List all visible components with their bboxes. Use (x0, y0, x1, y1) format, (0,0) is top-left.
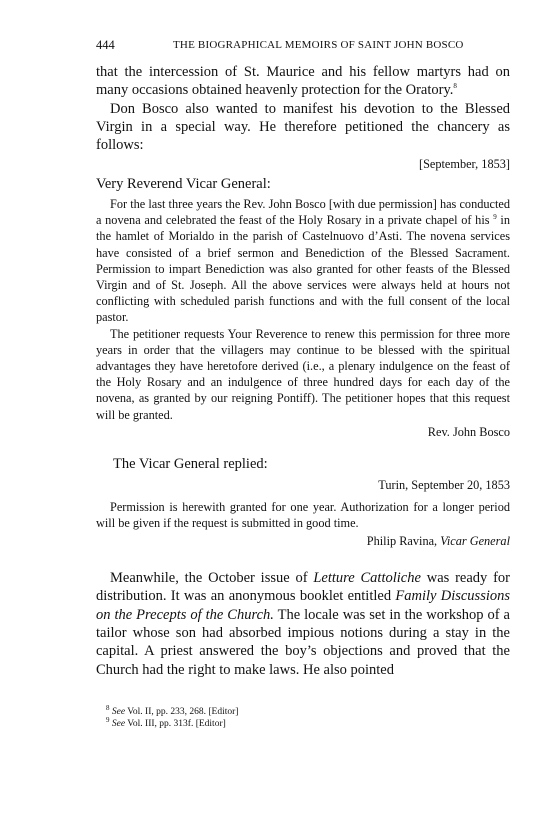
letter-date: [September, 1853] (418, 157, 510, 172)
footnote-ref-8: 8 (453, 82, 457, 91)
letter-paragraph-1: For the last three years the Rev. John Bosco [with due permission] has conducted a novena and celebrated the feast of the Holy Rosary in a private chapel of his $^9$ in the hamlet of Morialdo in the parish of Castelnuovo d’Asti. The novena services have consisted of a brief sermon and Benediction of the Blessed Sacrament. Permission to impart Benediction was also granted for other feasts of the Blessed Virgin and of St. Joseph. All the above services were always held at hours not conflicting with scheduled parish functions and with the full consent of the local pastor. (96, 196, 510, 325)
letter-signature: Rev. John Bosco (427, 424, 510, 439)
vicar-replied-line: The Vicar General replied: (113, 456, 268, 473)
paragraph-continuation: that the intercession of St. Maurice and his fellow martyrs had on many occasions obtained heavenly protection for the Oratory.$^8$ (96, 64, 510, 99)
footnote-9: $^9$ See Vol. III, pp. 313f. [Editor] (106, 715, 226, 729)
page-number: 444 (96, 38, 115, 52)
page-body (96, 63, 510, 679)
reply-signature: Philip Ravina, Vicar General (366, 533, 510, 548)
footnote-8: $^8$ See Vol. II, pp. 233, 268. [Editor] (106, 703, 239, 717)
footnotes (106, 703, 510, 730)
letter-salutation: Very Reverend Vicar General: (96, 175, 271, 192)
footnote-ref-9: 9 (493, 213, 497, 222)
paragraph-petition-intro: Don Bosco also wanted to manifest his devotion to the Blessed Virgin in a special way. He therefore petitioned the chancery as follows: (96, 100, 510, 154)
running-title: THE BIOGRAPHICAL MEMOIRS OF SAINT JOHN BOSCO (173, 39, 464, 51)
paragraph-letture-cattoliche: Meanwhile, the October issue of Letture Cattoliche was ready for distribution. It was an anonymous booklet entitled Family Discussions on the Precepts of the Church. The locale was set in the workshop of a tailor whose son had absorbed impious notions during a stay in the capital. A priest answered the boy’s objections and proved that the Church had the right to make laws. He also pointed (96, 570, 511, 678)
reply-date: Turin, September 20, 1853 (378, 478, 510, 493)
reply-text: Permission is herewith granted for one year. Authorization for a longer period will be given if the request is submitted in good time. (96, 499, 510, 530)
letter-paragraph-2: The petitioner requests Your Reverence to renew this permission for three more years in order that the villagers may continue to be blessed with the spiritual advantages they have heretofore derived (i.e., a plenary indulgence on the feast of the Holy Rosary and an indulgence of three hundred days for each day of the novena, as granted by our reigning Pontiff). The petitioner hopes that this request will be granted. (96, 326, 510, 422)
page-header (96, 38, 510, 53)
